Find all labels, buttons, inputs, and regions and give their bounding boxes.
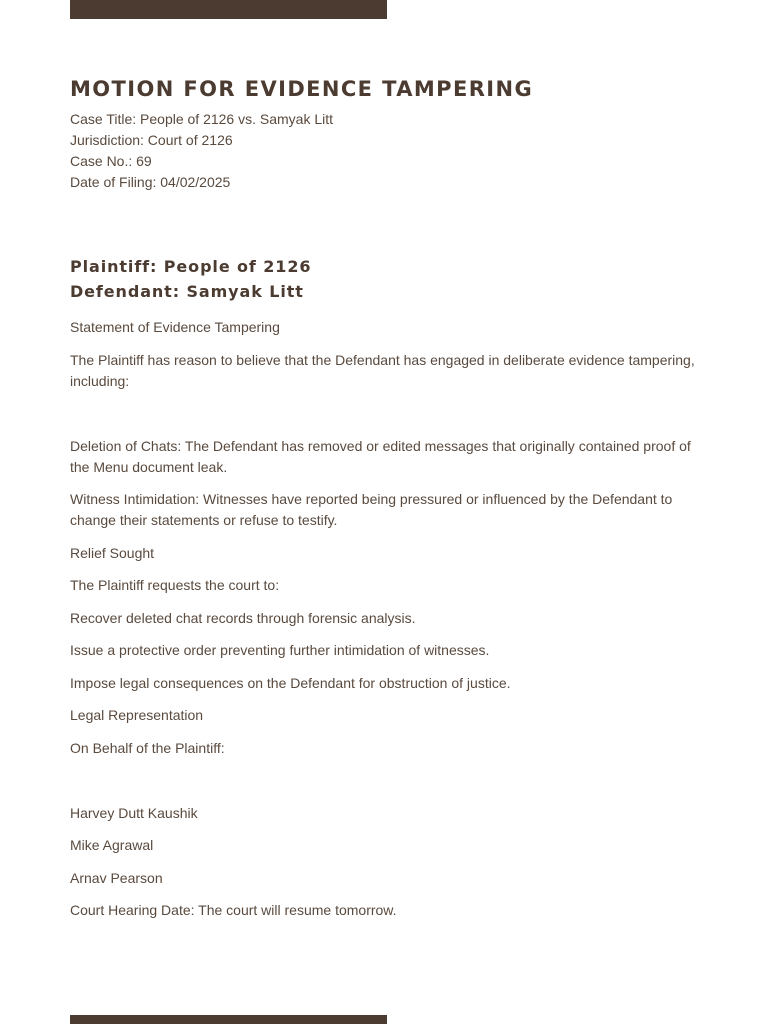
relief-item: Recover deleted chat records through forensic analysis. bbox=[70, 609, 416, 626]
bottom-decorative-bar bbox=[70, 1015, 387, 1024]
representative-name: Arnav Pearson bbox=[70, 869, 163, 886]
case-number: Case No.: 69 bbox=[70, 153, 152, 169]
top-decorative-bar bbox=[70, 0, 387, 19]
hearing-date: Court Hearing Date: The court will resume tomorrow. bbox=[70, 902, 397, 918]
paragraph-intro: The Plaintiff has reason to believe that the Defendant has engaged in deliberate evidence tampering, including: bbox=[70, 351, 695, 389]
plaintiff-name: Plaintiff: People of 2126 bbox=[70, 257, 312, 276]
section-heading-statement: Statement of Evidence Tampering bbox=[70, 319, 280, 335]
relief-item: Impose legal consequences on the Defendant for obstruction of justice. bbox=[70, 674, 511, 691]
parties-block bbox=[70, 254, 700, 304]
defendant-name: Defendant: Samyak Litt bbox=[70, 282, 304, 301]
case-title: Case Title: People of 2126 vs. Samyak Litt bbox=[70, 111, 334, 127]
case-metadata bbox=[70, 109, 700, 193]
paragraph-deletion-of-chats: Deletion of Chats: The Defendant has removed or edited messages that originally contained proof of the Menu document leak. bbox=[70, 437, 691, 475]
jurisdiction: Jurisdiction: Court of 2126 bbox=[70, 132, 233, 148]
paragraph-requests: The Plaintiff requests the court to: bbox=[70, 577, 280, 593]
section-heading-representation: Legal Representation bbox=[70, 707, 204, 723]
paragraph-witness-intimidation: Witness Intimidation: Witnesses have reported being pressured or influenced by the Defendant to change their statements or refuse to testify. bbox=[70, 491, 673, 528]
representative-name: Harvey Dutt Kaushik bbox=[70, 804, 198, 821]
relief-item: Issue a protective order preventing further intimidation of witnesses. bbox=[70, 642, 490, 658]
filing-date: Date of Filing: 04/02/2025 bbox=[70, 174, 231, 190]
representative-name: Mike Agrawal bbox=[70, 837, 154, 853]
document-title: MOTION FOR EVIDENCE TAMPERING bbox=[70, 77, 534, 101]
document-body bbox=[70, 74, 700, 933]
section-heading-relief: Relief Sought bbox=[70, 544, 155, 561]
paragraph-on-behalf: On Behalf of the Plaintiff: bbox=[70, 739, 225, 756]
motion-text bbox=[70, 317, 700, 921]
